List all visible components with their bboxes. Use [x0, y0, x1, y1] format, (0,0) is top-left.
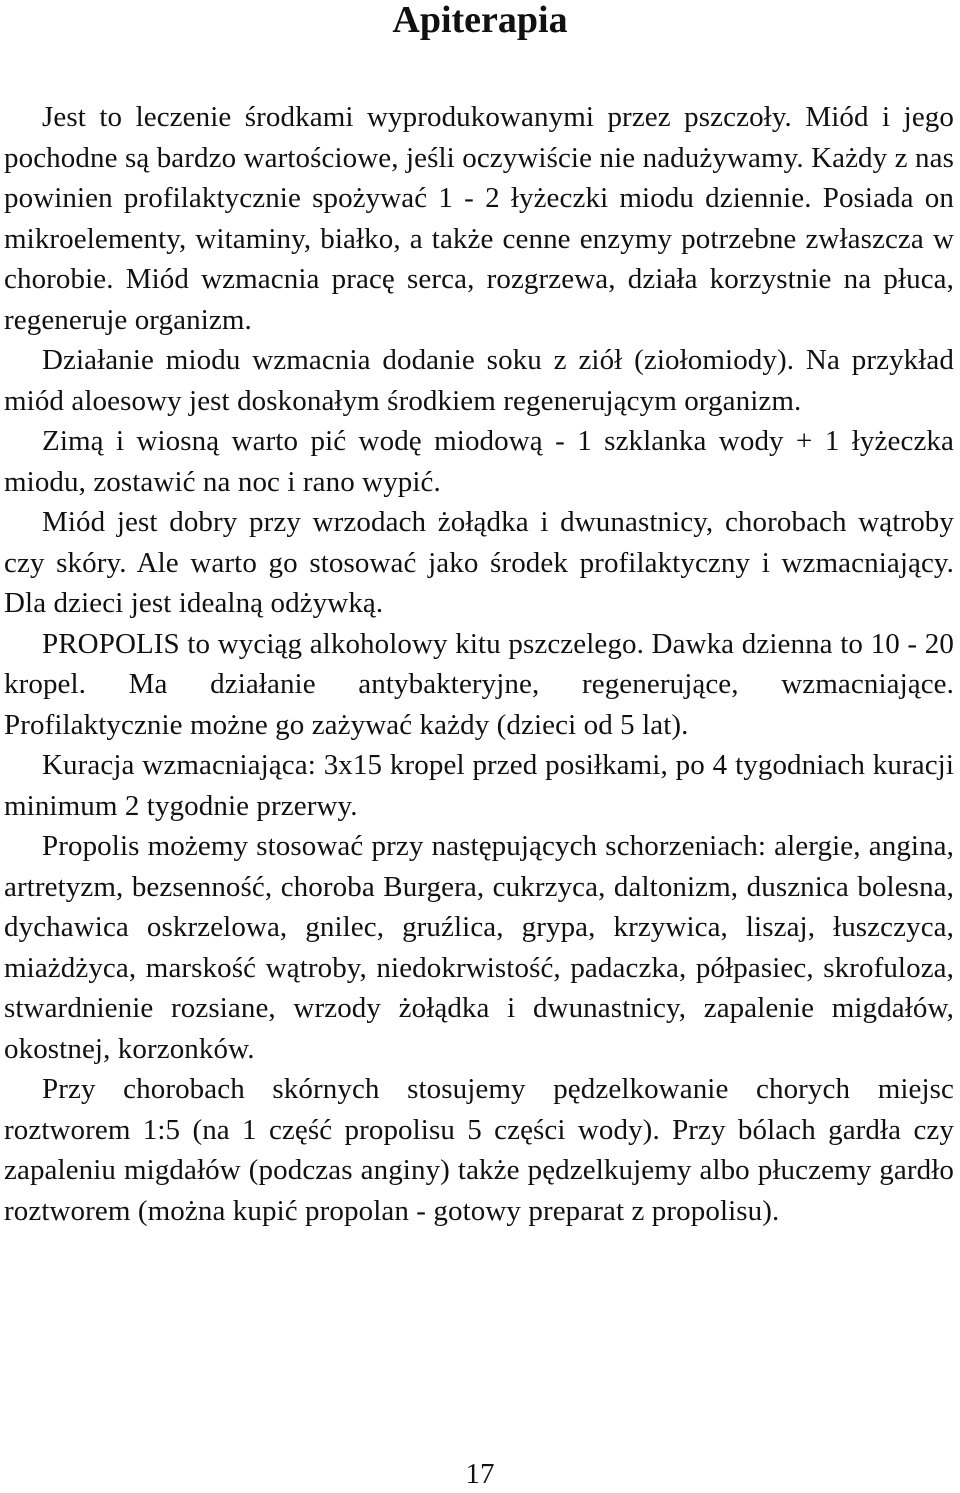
- paragraph-skin-treatment: Przy chorobach skórnych stosujemy pędzelkowanie chorych miejsc roztworem 1:5 (na 1 część propolisu 5 części wody). Przy bólach gardła czy zapaleniu migdałów (podczas anginy) także pędzelkujemy albo płuczemy gardło roztworem (można kupić propolan - gotowy preparat z propolisu).: [4, 1073, 954, 1227]
- page-title: Apiterapia: [392, 0, 568, 41]
- paragraph-propolis: PROPOLIS to wyciąg alkoholowy kitu pszczelego. Dawka dzienna to 10 - 20 kropel. Ma działanie antybakteryjne, regenerujące, wzmacniające. Profilaktycznie możne go zażywać każdy (dzieci od 5 lat).: [4, 627, 954, 741]
- paragraph-conditions: Propolis możemy stosować przy następujących schorzeniach: alergie, angina, artretyzm, bezsenność, choroba Burgera, cukrzyca, daltonizm, dusznica bolesna, dychawica oskrzelowa, gnilec, gruźlica, grypa, krzywica, liszaj, łuszczyca, miażdżyca, marskość wątroby, niedokrwistość, padaczka, półpasiec, skrofuloza, stwardnienie rozsiane, wrzody żołądka i dwunastnicy, zapalenie migdałów, okostnej, korzonków.: [4, 830, 954, 1065]
- paragraph-honey-water: Zimą i wiosną warto pić wodę miodową - 1 szklanka wody + 1 łyżeczka miodu, zostawić na noc i rano wypić.: [4, 425, 954, 498]
- page-number: 17: [465, 1458, 495, 1490]
- paragraph-honey-benefits: Miód jest dobry przy wrzodach żołądka i dwunastnicy, chorobach wątroby czy skóry. Ale warto go stosować jako środek profilaktyczny i wzmacniający. Dla dzieci jest idealną odżywką.: [4, 506, 954, 619]
- body-text: [4, 97, 954, 1231]
- paragraph-cure: Kuracja wzmacniająca: 3x15 kropel przed posiłkami, po 4 tygodniach kuracji minimum 2 tygodnie przerwy.: [4, 749, 954, 822]
- paragraph-honey-intro: Jest to leczenie środkami wyprodukowanymi przez pszczoły. Miód i jego pochodne są bardzo wartościowe, jeśli oczywiście nie nadużywamy. Każdy z nas powinien profilaktycznie spożywać 1 - 2 łyżeczki miodu dziennie. Posiada on mikroelementy, witaminy, białko, a także cenne enzymy potrzebne zwłaszcza w chorobie. Miód wzmacnia pracę serca, rozgrzewa, działa korzystnie na płuca, regeneruje organizm.: [4, 101, 954, 336]
- paragraph-herbal-honey: Działanie miodu wzmacnia dodanie soku z ziół (ziołomiody). Na przykład miód aloesowy jest doskonałym środkiem regenerującym organizm.: [4, 344, 954, 417]
